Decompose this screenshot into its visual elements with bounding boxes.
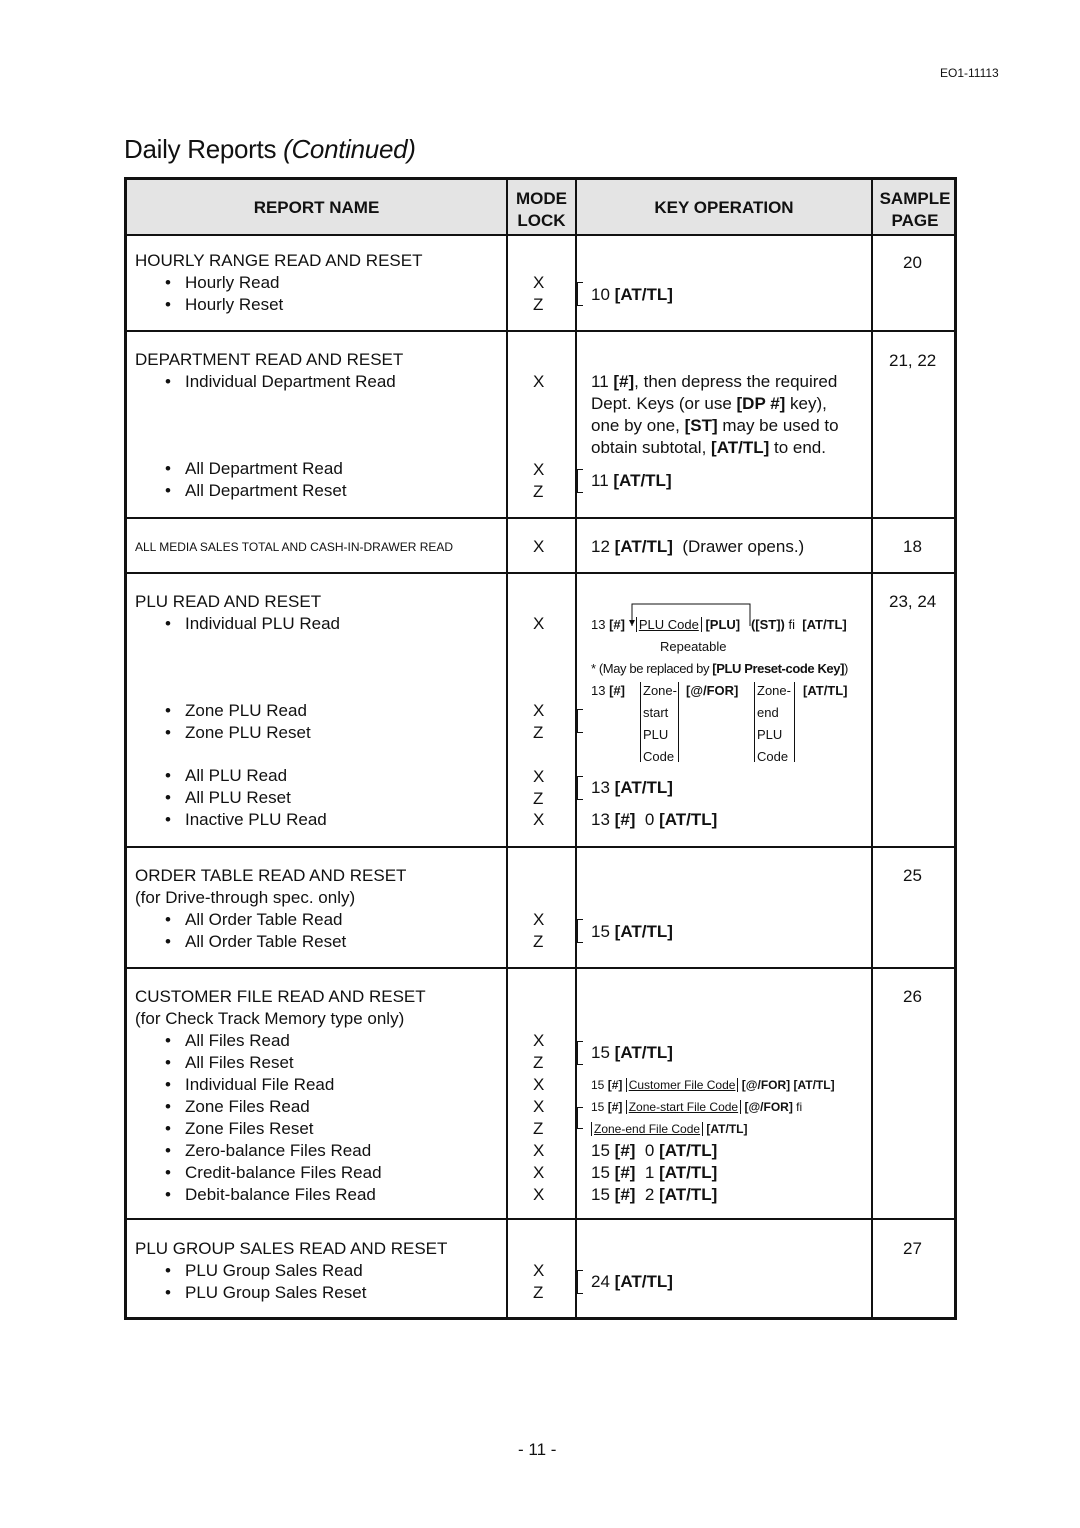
op-text: to end. [769, 438, 826, 457]
op-text: * (May be replaced by [591, 661, 713, 676]
key-name: [AT/TL] [711, 438, 770, 457]
row-divider [127, 967, 954, 969]
dept-item: • All Department Read [185, 458, 343, 480]
col-divider [871, 180, 873, 1317]
sample-page: 18 [903, 537, 922, 556]
cust-item: • Credit-balance Files Read [185, 1162, 382, 1184]
op-text: key), [785, 394, 827, 413]
col-divider [575, 180, 577, 1317]
sample-page: 20 [903, 253, 922, 272]
op-text: Code [757, 749, 789, 764]
key-number: 15 [591, 1100, 605, 1114]
mode-value: X [533, 1031, 545, 1050]
op-text: Customer File Code [626, 1078, 739, 1092]
header-mode-lock [508, 188, 575, 232]
key-number: 15 [591, 1163, 610, 1182]
mode-value: X [533, 701, 545, 720]
mode-value: Z [533, 482, 544, 501]
op-text: , then depress the required [634, 372, 838, 391]
order-title: ORDER TABLE READ AND RESET [135, 866, 407, 885]
key-name: [AT/TL] [613, 471, 672, 490]
op-text: PLU Code [636, 617, 702, 632]
dept-title: DEPARTMENT READ AND RESET [135, 350, 404, 369]
bracket-mark [577, 709, 583, 733]
order-item: • All Order Table Read [185, 909, 343, 931]
group-key-op [591, 1271, 673, 1293]
key-number: 0 [644, 810, 655, 829]
order-sub: (for Drive-through spec. only) [135, 888, 356, 907]
plu-op1 [591, 616, 847, 634]
key-name: [#] [614, 1163, 636, 1182]
order-key-op [591, 921, 673, 943]
plu-op2-num [591, 682, 625, 700]
hourly-item: • Hourly Reset [185, 294, 283, 316]
key-number: 15 [591, 1185, 610, 1204]
plu-item: • Inactive PLU Read [185, 809, 327, 831]
cust-item: • Zone Files Reset [185, 1118, 314, 1140]
key-number: 13 [591, 683, 606, 698]
mode-value: X [533, 767, 545, 786]
cust-zone-op2 [591, 1121, 748, 1137]
mode-value: Z [533, 295, 544, 314]
key-number: 15 [591, 922, 610, 941]
row-divider [127, 330, 954, 332]
order-item: • All Order Table Reset [185, 931, 346, 953]
mode-value: X [533, 372, 545, 391]
op-text: fi [788, 617, 796, 632]
cust-credit-op [591, 1162, 717, 1184]
key-name: [AT/TL] [659, 810, 718, 829]
sample-page: 27 [903, 1239, 922, 1258]
cust-ind-op [591, 1077, 835, 1093]
cust-item: • All Files Read [185, 1030, 290, 1052]
sample-page: 25 [903, 866, 922, 885]
header-sample-page [873, 188, 957, 232]
cust-title: CUSTOMER FILE READ AND RESET [135, 987, 426, 1006]
mode-value: X [533, 273, 545, 292]
page-number: - 11 - [518, 1440, 557, 1459]
op-text: obtain subtotal, [591, 438, 712, 457]
op-text: Zone-start File Code [626, 1100, 741, 1114]
key-name: [AT/TL] [793, 1078, 835, 1092]
header-report-name: REPORT NAME [253, 198, 380, 217]
mode-value: Z [533, 1119, 544, 1138]
key-number: 0 [644, 1141, 655, 1160]
key-name: [AT/TL] [614, 1272, 673, 1291]
row-divider [127, 1218, 954, 1220]
key-name: [#] [609, 683, 625, 698]
cust-item: • Debit-balance Files Read [185, 1184, 376, 1206]
key-number: 13 [591, 778, 610, 797]
bracket-mark [577, 469, 583, 493]
op-text: Zone-end File Code [591, 1122, 703, 1136]
header-key-operation: KEY OPERATION [654, 198, 794, 217]
plu-key-op [591, 777, 673, 799]
cust-item: • Zone Files Read [185, 1096, 310, 1118]
header-mode: MODE [516, 189, 567, 208]
bracket-mark [577, 1107, 583, 1129]
key-number: 15 [591, 1043, 610, 1062]
cust-item: • All Files Reset [185, 1052, 294, 1074]
zone-end-box [754, 682, 795, 762]
key-name: [AT/TL] [614, 778, 673, 797]
dept-op-line [591, 415, 839, 437]
key-name: [AT/TL] [614, 285, 673, 304]
key-number: 15 [591, 1078, 605, 1092]
op-text: fi [796, 1100, 803, 1114]
op-text: may be used to [717, 416, 839, 435]
key-name: [AT/TL] [659, 1185, 718, 1204]
row-divider [127, 572, 954, 574]
key-name: [#] [614, 1185, 636, 1204]
zone-start-box [640, 682, 679, 762]
mode-value: Z [533, 932, 544, 951]
mode-value: Z [533, 789, 544, 808]
key-name: [AT/TL] [706, 1122, 748, 1136]
media-key-op [591, 536, 804, 558]
key-number: 24 [591, 1272, 610, 1291]
group-item: • PLU Group Sales Read [185, 1260, 363, 1282]
mode-value: Z [533, 1053, 544, 1072]
plu-inactive-op [591, 809, 717, 831]
key-name: [@/FOR] [686, 683, 739, 698]
hourly-key-op [591, 284, 673, 306]
media-title: ALL MEDIA SALES TOTAL AND CASH-IN-DRAWER READ [135, 540, 454, 554]
plu-item: • Zone PLU Read [185, 700, 307, 722]
title-continued: (Continued) [283, 134, 416, 164]
sample-page: 23, 24 [889, 592, 937, 611]
key-number: 2 [644, 1185, 655, 1204]
cust-item: • Zero-balance Files Read [185, 1140, 371, 1162]
key-name: [AT/TL] [803, 683, 848, 698]
mode-value: X [533, 910, 545, 929]
key-name: ([ST]) [750, 617, 785, 632]
mode-value: X [533, 460, 545, 479]
dept-item: • All Department Reset [185, 480, 347, 502]
col-divider [506, 180, 508, 1317]
mode-value: X [533, 614, 545, 633]
cust-zone-op [591, 1099, 802, 1115]
key-name: [#] [607, 1100, 623, 1114]
cust-item: • Individual File Read [185, 1074, 334, 1096]
bracket-mark [577, 919, 583, 943]
bracket-mark [577, 776, 583, 800]
bracket-mark [577, 1041, 583, 1065]
bracket-mark [577, 282, 583, 306]
op-text: start [643, 705, 669, 720]
plu-item: • All PLU Reset [185, 787, 291, 809]
key-name: [#] [609, 617, 625, 632]
cust-key-op [591, 1042, 673, 1064]
plu-item: • All PLU Read [185, 765, 287, 787]
op-text: Zone- [643, 683, 677, 698]
document-id: EO1-11113 [940, 66, 999, 80]
mode-value: X [533, 810, 545, 829]
key-number: 10 [591, 285, 610, 304]
key-name: [AT/TL] [614, 537, 673, 556]
key-number: 1 [644, 1163, 655, 1182]
dept-op-line [591, 371, 837, 393]
hourly-title: HOURLY RANGE READ AND RESET [135, 251, 423, 270]
dept-op-line [591, 393, 827, 415]
op-text: Code [643, 749, 675, 764]
cust-debit-op [591, 1184, 717, 1206]
group-title: PLU GROUP SALES READ AND RESET [135, 1239, 448, 1258]
key-name: [@/FOR] [741, 1078, 791, 1092]
dept-item: • Individual Department Read [185, 371, 396, 393]
op-text: 11 [591, 372, 614, 391]
op-text: ) [844, 661, 848, 676]
key-number: 11 [591, 471, 609, 490]
mode-value: X [533, 1185, 545, 1204]
op-text: one by one, [591, 416, 685, 435]
key-number: 12 [591, 537, 610, 556]
op-text: end [757, 705, 779, 720]
plu-item: • Individual PLU Read [185, 613, 340, 635]
op-text: Dept. Keys (or use [591, 394, 737, 413]
dept-key-op [591, 470, 672, 492]
op-text: PLU [757, 727, 783, 742]
hourly-item: • Hourly Read [185, 272, 280, 294]
op-text: (Drawer opens.) [682, 537, 805, 556]
key-name: [AT/TL] [614, 922, 673, 941]
mode-value: X [533, 1141, 545, 1160]
key-name: [@/FOR] [744, 1100, 793, 1114]
key-name: [ST] [684, 416, 718, 435]
key-name: [#] [614, 1141, 636, 1160]
group-item: • PLU Group Sales Reset [185, 1282, 366, 1304]
cust-zero-op [591, 1140, 717, 1162]
key-number: 15 [591, 1141, 610, 1160]
dept-op-line [591, 437, 826, 459]
key-name: [#] [613, 372, 635, 391]
sample-page: 26 [903, 987, 922, 1006]
plu-note [591, 660, 848, 678]
header-lock: LOCK [517, 211, 566, 230]
key-name: [AT/TL] [659, 1141, 718, 1160]
title-main: Daily Reports [124, 134, 277, 164]
key-name: [AT/TL] [659, 1163, 718, 1182]
row-divider [127, 846, 954, 848]
row-divider [127, 234, 954, 236]
header-page: PAGE [891, 211, 939, 230]
key-name: [PLU Preset-code Key] [712, 661, 845, 676]
bracket-mark [577, 1270, 583, 1294]
mode-value: Z [533, 723, 544, 742]
key-number: 13 [591, 810, 610, 829]
op-text: PLU [643, 727, 669, 742]
mode-value: X [533, 1075, 545, 1094]
key-name: [PLU] [705, 617, 741, 632]
mode-value: X [533, 1097, 545, 1116]
key-name: [#] [607, 1078, 623, 1092]
repeatable-label: Repeatable [660, 639, 727, 654]
key-name: [#] [614, 810, 636, 829]
mode-value: Z [533, 1283, 544, 1302]
key-name: [DP #] [736, 394, 786, 413]
mode-value: X [533, 1163, 545, 1182]
cust-sub: (for Check Track Memory type only) [135, 1009, 405, 1028]
mode-value: X [533, 537, 545, 556]
header-sample: SAMPLE [879, 189, 951, 208]
page-title [124, 134, 416, 165]
key-number: 13 [591, 617, 606, 632]
op-text: Zone- [757, 683, 791, 698]
key-name: [AT/TL] [802, 617, 847, 632]
sample-page: 21, 22 [889, 351, 937, 370]
plu-title: PLU READ AND RESET [135, 592, 322, 611]
mode-value: X [533, 1261, 545, 1280]
plu-item: • Zone PLU Reset [185, 722, 311, 744]
key-name: [AT/TL] [614, 1043, 673, 1062]
row-divider [127, 517, 954, 519]
